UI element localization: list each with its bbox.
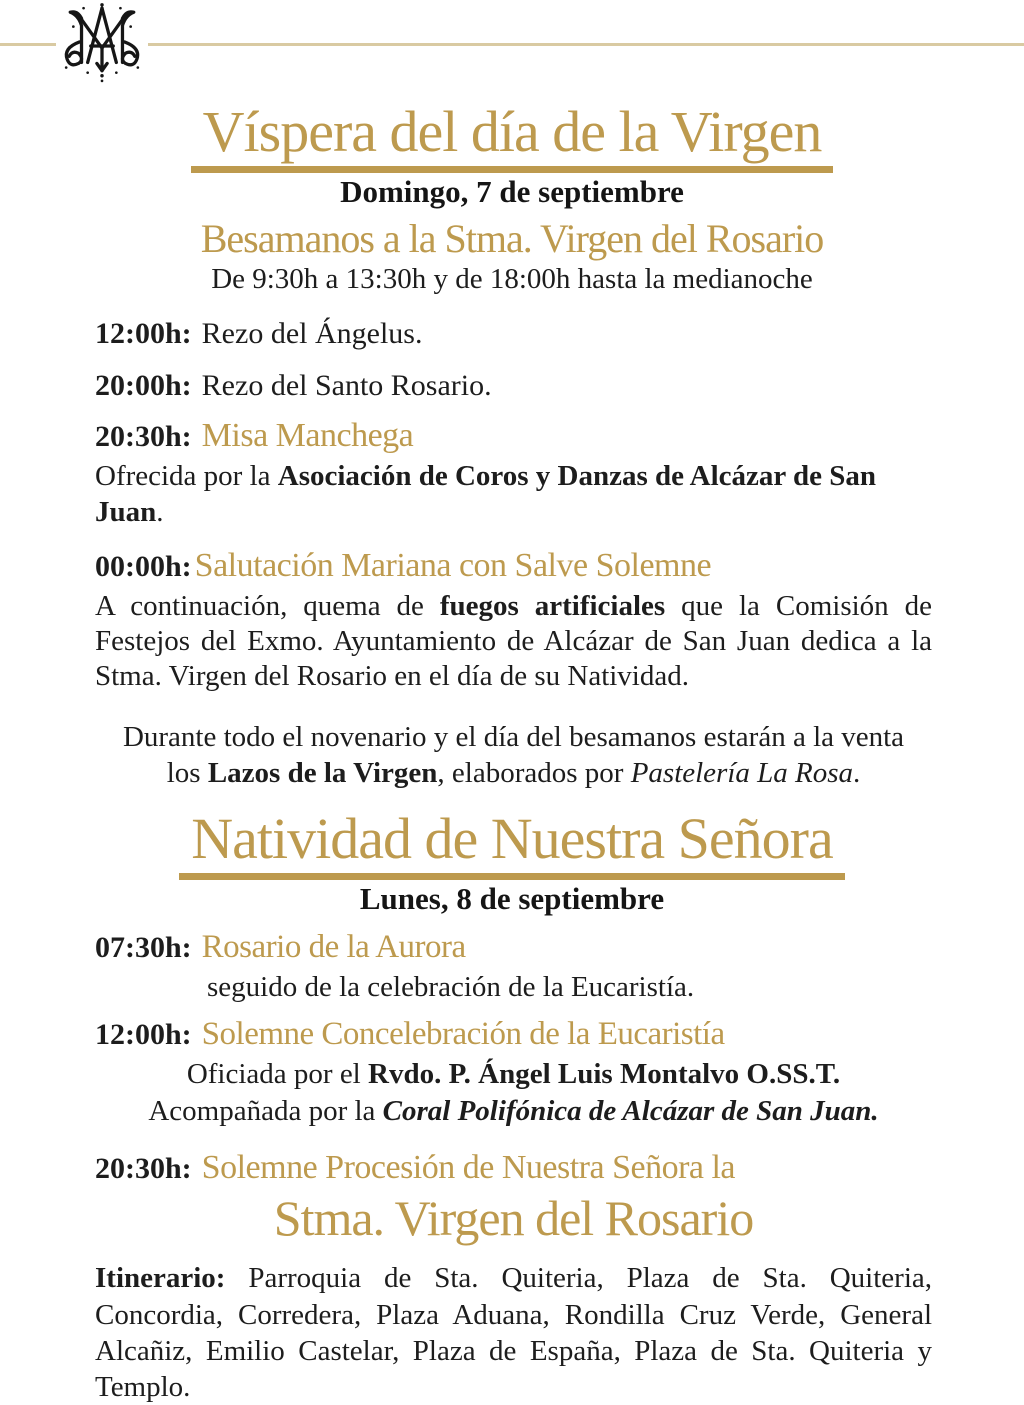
detail-text: A continuación, quema de bbox=[95, 589, 440, 622]
marian-monogram-icon bbox=[56, 0, 148, 88]
event-detail: seguido de la celebración de la Eucaristía. bbox=[207, 970, 695, 1003]
event-time: 20:30h: bbox=[95, 1151, 192, 1185]
page-header bbox=[0, 0, 1024, 92]
event-title: Salutación Mariana con Salve Solemne bbox=[194, 546, 712, 584]
detail-bold-text: Asociación de Coros y Danzas de Alcázar de San Juan bbox=[95, 460, 877, 528]
event-detail bbox=[95, 1094, 932, 1129]
event-time: 12:00h: bbox=[95, 317, 192, 351]
event-row-salutacion bbox=[95, 546, 932, 587]
detail-bold-italic-text: Coral Polifónica de Alcázar de San Juan. bbox=[382, 1095, 879, 1128]
event-time: 00:00h: bbox=[95, 549, 192, 583]
day1-schedule bbox=[0, 316, 1024, 791]
detail-text: Oficiada por el bbox=[186, 1057, 368, 1090]
day2-schedule bbox=[0, 928, 1024, 1405]
event-row-angelus bbox=[95, 316, 932, 352]
event-title: Solemne Procesión de Nuestra Señora la bbox=[201, 1148, 736, 1186]
detail-text: Ofrecida por la bbox=[95, 460, 278, 493]
note-bold-text: Lazos de la Virgen bbox=[207, 757, 438, 790]
detail-text: . bbox=[156, 495, 164, 528]
novenario-note bbox=[95, 719, 932, 792]
itinerary-label: Itinerario: bbox=[95, 1262, 226, 1295]
detail-text: Acompañada por la bbox=[148, 1095, 383, 1128]
detail-bold-text: fuegos artificiales bbox=[439, 589, 666, 622]
event-title: Solemne Concelebración de la Eucaristía bbox=[201, 1016, 725, 1053]
besamanos-heading: Besamanos a la Stma. Virgen del Rosario bbox=[200, 215, 824, 261]
event-time: 20:00h: bbox=[95, 369, 192, 403]
event-row-rosario bbox=[95, 368, 932, 404]
event-time: 12:00h: bbox=[95, 1018, 192, 1052]
note-text: . bbox=[853, 757, 861, 790]
event-detail bbox=[95, 1057, 932, 1092]
event-detail bbox=[95, 459, 932, 530]
day2-title: Natividad de Nuestra Señora bbox=[179, 809, 844, 880]
itinerary-text: Parroquia de Sta. Quiteria, Plaza de Sta. Quiteria, Concordia, Corredera, Plaza Aduana, Rondilla Cruz Verde, General Alcañiz, Emilio Castelar, Plaza de España, Plaza de Sta. Quiteria y Templo. bbox=[95, 1262, 932, 1404]
besamanos-hours: De 9:30h a 13:30h y de 18:00h hasta la medianoche bbox=[211, 262, 813, 295]
event-time: 07:30h: bbox=[95, 931, 192, 965]
procesion-virgen-title: Stma. Virgen del Rosario bbox=[273, 1190, 754, 1247]
event-row-concelebracion bbox=[95, 1015, 932, 1055]
event-text: Rezo del Ángelus. bbox=[201, 317, 423, 351]
day1-date: Domingo, 7 de septiembre bbox=[340, 173, 684, 209]
note-text: , elaborados por bbox=[437, 757, 631, 790]
event-detail bbox=[95, 589, 932, 695]
note-text: Durante todo el novenario y el día del besamanos estarán a la venta los bbox=[122, 720, 905, 790]
detail-bold-text: Rvdo. P. Ángel Luis Montalvo O.SS.T. bbox=[368, 1057, 841, 1090]
itinerary-paragraph bbox=[95, 1260, 932, 1405]
note-italic-text: Pastelería La Rosa bbox=[630, 757, 854, 790]
event-text: Rezo del Santo Rosario. bbox=[201, 369, 492, 403]
event-title: Misa Manchega bbox=[201, 417, 414, 455]
event-row-aurora bbox=[95, 928, 932, 968]
day1-title: Víspera del día de la Virgen bbox=[191, 102, 834, 173]
day2-date: Lunes, 8 de septiembre bbox=[359, 881, 665, 917]
detail-text: que la Comisión de Festejos del Exmo. Ayuntamiento de Alcázar de San Juan dedica a la Stma. Virgen del Rosario en el día de su Natividad. bbox=[95, 589, 932, 693]
header-rule-line bbox=[0, 43, 1024, 46]
event-title: Rosario de la Aurora bbox=[201, 929, 466, 966]
event-row-procesion bbox=[95, 1148, 932, 1189]
event-row-misa-manchega bbox=[95, 416, 932, 457]
event-time: 20:30h: bbox=[95, 420, 192, 454]
